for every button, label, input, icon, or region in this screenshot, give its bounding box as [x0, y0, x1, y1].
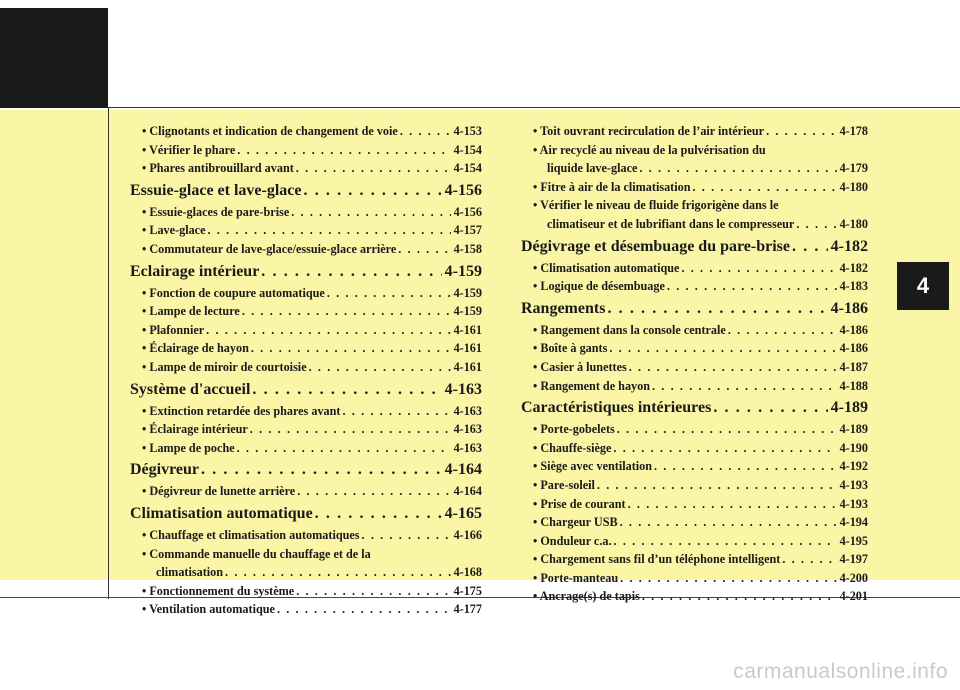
- toc-entry-page: 4-182: [839, 260, 868, 275]
- toc-entry[interactable]: [130, 284, 482, 303]
- toc-entry[interactable]: [521, 569, 868, 588]
- toc-entry-title: Essuie-glace et lave-glace: [130, 181, 302, 199]
- toc-entry-title: • Chauffage et climatisation automatiques: [142, 527, 360, 542]
- dot-leader: [613, 439, 836, 458]
- toc-entry-page: 4-156: [453, 204, 482, 219]
- toc-entry[interactable]: [521, 358, 868, 377]
- toc-entry-title: • Casier à lunettes: [533, 359, 627, 374]
- toc-section-heading[interactable]: [130, 377, 482, 402]
- toc-section-heading[interactable]: [130, 457, 482, 482]
- toc-entry-page: 4-159: [453, 304, 482, 319]
- toc-entry[interactable]: [521, 215, 868, 234]
- dot-leader: [620, 513, 837, 532]
- toc-entry[interactable]: [521, 339, 868, 358]
- dot-leader: [667, 277, 837, 296]
- toc-entry-page: 4-168: [453, 565, 482, 580]
- toc-entry-page: 4-177: [453, 602, 482, 617]
- toc-entry-title: • Éclairage de hayon: [142, 341, 249, 356]
- dot-leader: [693, 178, 837, 197]
- dot-leader: [225, 563, 451, 582]
- dot-leader: [201, 457, 442, 482]
- dot-leader: [652, 377, 837, 396]
- toc-entry-page: 4-163: [453, 422, 482, 437]
- dot-leader: [400, 122, 451, 141]
- toc-entry-title: • Boîte à gants: [533, 341, 608, 356]
- toc-entry-title: Rangements: [521, 299, 606, 317]
- toc-entry[interactable]: [130, 482, 482, 501]
- toc-entry[interactable]: [521, 495, 868, 514]
- toc-entry-page: 4-193: [839, 496, 868, 511]
- toc-entry-title: • Clignotants et indication de changement de voie: [142, 124, 398, 138]
- dot-leader: [614, 532, 837, 551]
- toc-entry-title: • Chauffe-siège: [533, 440, 612, 455]
- toc-section-heading[interactable]: [521, 296, 868, 321]
- toc-entry-page: 4-166: [453, 527, 482, 542]
- toc-entry[interactable]: [521, 420, 868, 439]
- toc-entry-title: Caractéristiques intérieures: [521, 399, 712, 417]
- toc-entry-page: 4-165: [444, 504, 482, 522]
- dot-leader: [654, 457, 837, 476]
- toc-entry[interactable]: [521, 439, 868, 458]
- toc-entry[interactable]: [521, 513, 868, 532]
- toc-entry-page: 4-159: [453, 285, 482, 300]
- toc-entry-page: 4-200: [839, 570, 868, 585]
- toc-entry-title: • Toit ouvrant recirculation de l’air intérieur: [533, 124, 765, 138]
- toc-entry[interactable]: [521, 550, 868, 569]
- dot-leader: [607, 296, 827, 321]
- toc-entry-page: 4-201: [839, 589, 868, 604]
- toc-entry[interactable]: [130, 203, 482, 222]
- dot-leader: [304, 178, 442, 203]
- toc-entry[interactable]: [521, 532, 868, 551]
- toc-entry[interactable]: [521, 587, 868, 606]
- toc-entry[interactable]: [521, 476, 868, 495]
- dot-leader: [620, 569, 836, 588]
- dot-leader: [681, 259, 836, 278]
- toc-entry[interactable]: [521, 159, 868, 178]
- toc-entry[interactable]: [521, 122, 868, 141]
- toc-entry-title: • Climatisation automatique: [533, 260, 680, 275]
- toc-entry-title: • Rangement dans la console centrale: [533, 322, 726, 337]
- toc-entry-page: 4-193: [839, 477, 868, 492]
- toc-entry-page: 4-164: [453, 484, 482, 499]
- dot-leader: [597, 476, 837, 495]
- toc-entry-title: • Onduleur c.a.: [533, 533, 612, 548]
- toc-right-column: [521, 122, 868, 606]
- toc-entry-title: • Porte-gobelets: [533, 422, 615, 437]
- toc-entry-page: 4-178: [839, 124, 868, 138]
- toc-entry[interactable]: [521, 178, 868, 197]
- toc-entry-title: • Prise de courant: [533, 496, 626, 511]
- dot-leader: [639, 159, 836, 178]
- toc-entry-page: 4-154: [453, 142, 482, 157]
- dot-leader: [327, 284, 451, 303]
- dot-leader: [296, 159, 451, 178]
- dot-leader: [237, 439, 451, 458]
- dot-leader: [242, 302, 451, 321]
- toc-entry[interactable]: [130, 321, 482, 340]
- toc-entry-title: • Fitre à air de la climatisation: [533, 179, 691, 194]
- toc-entry-page: 4-180: [839, 216, 868, 231]
- toc-section-heading[interactable]: [521, 234, 868, 259]
- toc-entry-page: 4-186: [839, 322, 868, 337]
- toc-entry-title: • Lampe de poche: [142, 440, 235, 455]
- toc-left-column: [130, 122, 482, 619]
- toc-entry-page: 4-175: [453, 583, 482, 598]
- toc-entry[interactable]: [521, 377, 868, 396]
- toc-entry-title: • Lampe de lecture: [142, 304, 240, 319]
- toc-entry[interactable]: [130, 221, 482, 240]
- toc-entry-page: 4-161: [453, 322, 482, 337]
- header-black-block: [0, 8, 108, 108]
- dot-leader: [251, 339, 451, 358]
- toc-entry-page: 4-163: [444, 380, 482, 398]
- toc-entry-page: 4-187: [839, 359, 868, 374]
- toc-entry-title: • Lampe de miroir de courtoisie: [142, 359, 307, 374]
- toc-entry-page: 4-182: [830, 237, 868, 255]
- watermark: carmanualsonline.info: [733, 660, 948, 683]
- dot-leader: [296, 582, 450, 601]
- toc-entry-page: 4-186: [830, 299, 868, 317]
- toc-entry[interactable]: [130, 545, 482, 564]
- dot-leader: [792, 234, 828, 259]
- toc-entry-title: • Commutateur de lave-glace/essuie-glace arrière: [142, 241, 397, 256]
- toc-entry-title: • Fonction de coupure automatique: [142, 285, 325, 300]
- toc-entry-page: 4-158: [453, 241, 482, 256]
- dot-leader: [252, 377, 441, 402]
- toc-entry-page: 4-180: [839, 179, 868, 194]
- toc-entry-page: 4-197: [839, 552, 868, 567]
- toc-entry-title: • Vérifier le niveau de fluide frigorigène dans le: [533, 198, 779, 213]
- toc-entry[interactable]: [130, 159, 482, 178]
- toc-entry[interactable]: [130, 358, 482, 377]
- dot-leader: [617, 420, 837, 439]
- dot-leader: [609, 339, 836, 358]
- toc-entry-page: 4-179: [839, 161, 868, 176]
- dot-leader: [208, 221, 451, 240]
- dot-leader: [291, 203, 450, 222]
- toc-entry-title: • Extinction retardée des phares avant: [142, 403, 341, 418]
- toc-entry-title: • Rangement de hayon: [533, 378, 651, 393]
- toc-entry-page: 4-190: [839, 440, 868, 455]
- toc-entry-title: • Air recyclé au niveau de la pulvérisation du: [533, 142, 766, 157]
- toc-entry[interactable]: [130, 420, 482, 439]
- toc-entry-page: 4-189: [839, 422, 868, 437]
- toc-entry-page: 4-186: [839, 341, 868, 356]
- toc-entry-page: 4-192: [839, 459, 868, 474]
- toc-entry[interactable]: [521, 196, 868, 215]
- toc-entry-title: • Ventilation automatique: [142, 602, 275, 617]
- toc-entry-page: 4-194: [839, 515, 868, 530]
- toc-entry-page: 4-164: [444, 461, 482, 479]
- toc-entry-title: Dégivrage et désembuage du pare-brise: [521, 237, 790, 255]
- toc-section-heading[interactable]: [521, 395, 868, 420]
- chapter-tab[interactable]: 4: [897, 262, 949, 310]
- toc-entry-title: • Chargeur USB: [533, 515, 618, 530]
- dot-leader: [642, 587, 837, 606]
- toc-entry-page: 4-195: [839, 533, 868, 548]
- toc-entry-page: 4-154: [453, 161, 482, 176]
- dot-leader: [713, 395, 827, 420]
- dot-leader: [297, 482, 450, 501]
- toc-entry-page: 4-163: [453, 440, 482, 455]
- dot-leader: [398, 240, 450, 259]
- dot-leader: [728, 321, 837, 340]
- toc-entry[interactable]: [130, 600, 482, 619]
- toc-section-heading[interactable]: [130, 178, 482, 203]
- toc-entry-title: • Phares antibrouillard avant: [142, 161, 294, 176]
- toc-entry-title: • Commande manuelle du chauffage et de la: [142, 546, 371, 561]
- toc-entry[interactable]: [130, 240, 482, 259]
- toc-entry-title: Climatisation automatique: [130, 504, 313, 522]
- dot-leader: [206, 321, 450, 340]
- toc-entry-title: • Porte-manteau: [533, 570, 619, 585]
- toc-entry-title: • Éclairage intérieur: [142, 422, 248, 437]
- toc-entry-page: 4-163: [453, 403, 482, 418]
- toc-entry-title: • Chargement sans fil d’un téléphone intelligent: [533, 552, 781, 567]
- toc-entry-title: • Ancrage(s) de tapis: [533, 589, 640, 604]
- toc-entry-page: 4-161: [453, 359, 482, 374]
- toc-entry[interactable]: [130, 582, 482, 601]
- toc-entry[interactable]: [521, 277, 868, 296]
- toc-entry-title: climatisation: [156, 565, 224, 580]
- dot-leader: [277, 600, 451, 619]
- toc-entry[interactable]: [130, 141, 482, 160]
- toc-entry[interactable]: [521, 457, 868, 476]
- toc-entry-title: • Pare-soleil: [533, 477, 595, 492]
- toc-entry-page: 4-188: [839, 378, 868, 393]
- dot-leader: [237, 141, 450, 160]
- dot-leader: [309, 358, 451, 377]
- dot-leader: [261, 259, 441, 284]
- toc-entry-page: 4-153: [453, 124, 482, 138]
- toc-entry[interactable]: [130, 563, 482, 582]
- toc-entry-page: 4-183: [839, 279, 868, 294]
- toc-section-heading[interactable]: [130, 259, 482, 284]
- dot-leader: [250, 420, 451, 439]
- toc-entry-page: 4-159: [444, 262, 482, 280]
- dot-leader: [315, 501, 442, 526]
- dot-leader: [629, 358, 837, 377]
- dot-leader: [782, 550, 836, 569]
- toc-entry[interactable]: [130, 439, 482, 458]
- toc-entry[interactable]: [521, 141, 868, 160]
- toc-entry-title: • Dégivreur de lunette arrière: [142, 484, 296, 499]
- dot-leader: [796, 215, 836, 234]
- toc-entry-title: • Fonctionnement du système: [142, 583, 295, 598]
- toc-entry-title: • Lave-glace: [142, 223, 206, 238]
- toc-entry-title: • Essuie-glaces de pare-brise: [142, 204, 290, 219]
- toc-entry-title: • Logique de désembuage: [533, 279, 665, 294]
- top-divider: [108, 107, 960, 108]
- toc-entry-title: Système d'accueil: [130, 380, 251, 398]
- dot-leader: [766, 122, 836, 141]
- toc-entry[interactable]: [130, 402, 482, 421]
- toc-entry-title: liquide lave-glace: [547, 161, 638, 176]
- toc-entry[interactable]: [130, 339, 482, 358]
- toc-entry[interactable]: [130, 302, 482, 321]
- dot-leader: [342, 402, 450, 421]
- toc-entry-title: climatiseur et de lubrifiant dans le compresseur: [547, 216, 795, 231]
- vertical-divider: [108, 107, 109, 599]
- toc-entry-page: 4-157: [453, 223, 482, 238]
- toc-entry-title: • Plafonnier: [142, 322, 205, 337]
- toc-entry-title: Dégivreur: [130, 461, 200, 479]
- toc-entry-title: • Vérifier le phare: [142, 142, 236, 157]
- dot-leader: [628, 495, 837, 514]
- toc-section-heading[interactable]: [130, 501, 482, 526]
- dot-leader: [362, 526, 451, 545]
- toc-entry-page: 4-189: [830, 399, 868, 417]
- toc-entry[interactable]: [130, 526, 482, 545]
- toc-entry-title: Eclairage intérieur: [130, 262, 260, 280]
- toc-entry-page: 4-156: [444, 181, 482, 199]
- toc-entry-title: • Siège avec ventilation: [533, 459, 653, 474]
- toc-entry[interactable]: [521, 259, 868, 278]
- toc-entry-page: 4-161: [453, 341, 482, 356]
- toc-entry[interactable]: [130, 122, 482, 141]
- toc-entry[interactable]: [521, 321, 868, 340]
